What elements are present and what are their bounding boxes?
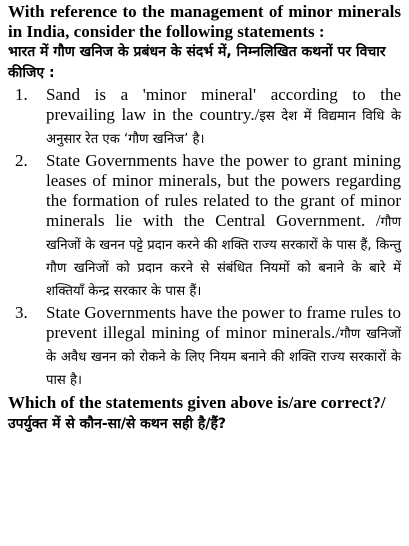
statement-item	[8, 303, 401, 392]
statement-item	[8, 85, 401, 151]
statement-body	[46, 151, 401, 303]
question-hindi: भारत में गौण खनिज के प्रबंधन के संदर्भ में, निम्नलिखित कथनों पर विचार कीजिए :	[8, 44, 386, 81]
answer-prompt-english: Which of the statements given above is/are correct?/	[8, 393, 386, 412]
statement-number: 1.	[15, 85, 28, 104]
statement-english: Sand is a 'minor mineral' according to the prevailing law in the country./	[46, 85, 401, 124]
statement-hindi: गौण खनिजों के अवैध खनन को रोकने के लिए नियम बनाने की शक्ति राज्य सरकारों के पास है।	[46, 327, 401, 388]
statement-body	[46, 303, 401, 392]
statement-english: State Governments have the power to grant mining leases of minor minerals, but the powers regarding the formation of rules related to the grant of minor minerals lie with the Central Government. /	[46, 151, 401, 230]
statement-number: 3.	[15, 303, 28, 322]
question-english: With reference to the management of minor minerals in India, consider the following statements :	[8, 2, 401, 41]
answer-prompt-hindi: उपर्युक्त में से कौन-सा/से कथन सही है/हैं?	[8, 416, 227, 432]
answer-prompt	[8, 393, 401, 434]
statement-list	[8, 85, 401, 392]
statement-hindi: इस देश में विद्यमान विधि के अनुसार रेत एक ‘गौण खनिज’ है।	[46, 109, 401, 147]
statement-english: State Governments have the power to frame rules to prevent illegal mining of minor minerals./	[46, 303, 401, 342]
statement-hindi: गौण खनिजों के खनन पट्टे प्रदान करने की शक्ति राज्य सरकारों के पास हैं, किन्तु गौण खनिजों को प्रदान करने से संबंधित नियमों को बनाने के बारे में शक्तियाँ केन्द्र सरकार के पास हैं।	[46, 215, 401, 299]
statement-body	[46, 85, 401, 151]
statement-number: 2.	[15, 151, 28, 170]
statement-item	[8, 151, 401, 303]
